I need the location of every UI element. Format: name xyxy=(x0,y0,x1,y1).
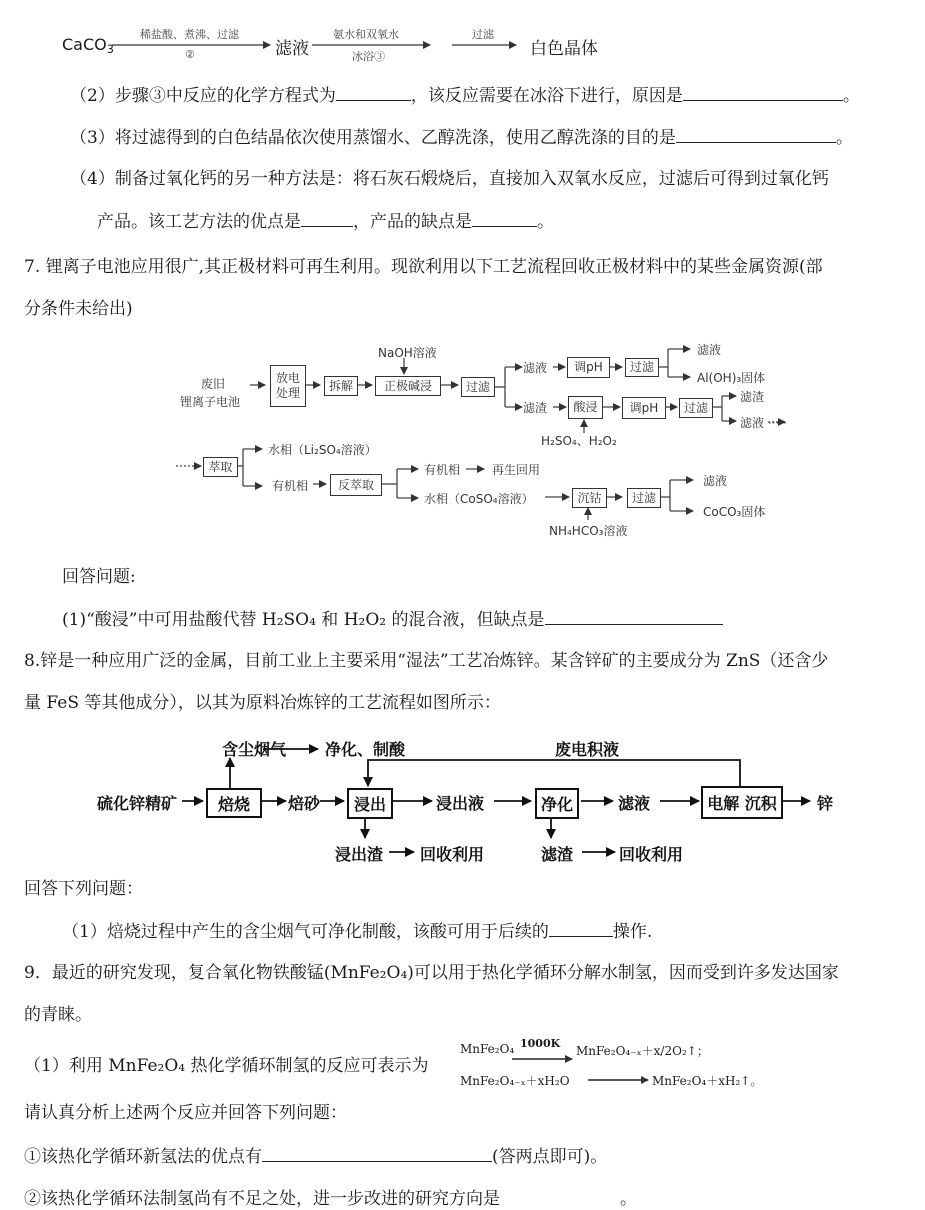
answer-blank[interactable] xyxy=(545,608,723,625)
box-alkali-leach: 正极碱浸 xyxy=(375,376,441,396)
answer-blank[interactable] xyxy=(500,1187,620,1204)
label-li-battery: 锂离子电池 xyxy=(180,395,241,409)
answer-blank[interactable] xyxy=(683,84,843,101)
box-acid-leach: 酸浸 xyxy=(568,396,603,419)
reagent-acid: H₂SO₄、H₂O₂ xyxy=(541,434,617,448)
equation-2-left: MnFe₂O₄₋ₓ＋xH₂O xyxy=(460,1074,570,1088)
label-purify-acid: 净化、制酸 xyxy=(325,740,406,759)
answer-blank[interactable] xyxy=(301,210,353,227)
equation-1-right: MnFe₂O₄₋ₓ＋x/2O₂↑； xyxy=(576,1044,709,1058)
aqueous-coso4: 水相（CoSO₄溶液） xyxy=(424,492,534,506)
q8-stem-line1: 8.锌是一种应用广泛的金属，目前工业上主要采用“湿法”工艺冶炼锌。某含锌矿的主要成分为 ZnS（还含少 xyxy=(24,651,829,671)
flow-end-crystal: 白色晶体 xyxy=(530,39,598,59)
flow-filtrate: 滤液 xyxy=(275,39,309,59)
out-filtrate-3: 滤液 xyxy=(703,474,728,488)
box-electrowinning: 电解 沉积 xyxy=(701,786,783,819)
flow-arrow2-step: 冰浴③ xyxy=(352,50,385,63)
q6-part2: （2）步骤③中反应的化学方程式为 ，该反应需要在冰浴下进行，原因是 。 xyxy=(70,86,860,106)
out-coco3: CoCO₃固体 xyxy=(703,505,766,519)
label-filter-residue: 滤渣 xyxy=(541,845,574,864)
q9-stem-line2: 的青睐。 xyxy=(24,1005,92,1025)
aqueous-li2so4: 水相（Li₂SO₄溶液） xyxy=(268,443,377,457)
label-filtrate-1: 滤液 xyxy=(523,361,548,375)
out-aloh3: Al(OH)₃固体 xyxy=(697,371,766,385)
label-recycle-1: 回收利用 xyxy=(420,845,485,864)
flow-arrow2-label: 氨水和双氧水 xyxy=(333,28,399,41)
q7-answer-prompt: 回答问题: xyxy=(62,567,136,587)
label-leachate: 浸出液 xyxy=(436,794,485,813)
q8-part1: （1）焙烧过程中产生的含尘烟气可净化制酸，该酸可用于后续的 操作. xyxy=(62,922,653,942)
out-filtrate-2: 滤液 ····· xyxy=(740,416,787,430)
out-filtrate: 滤液 xyxy=(697,343,722,357)
label-calcine: 焙砂 xyxy=(288,794,321,813)
box-discharge: 放电 处理 xyxy=(270,365,306,407)
box-filter-1: 过滤 xyxy=(461,377,495,397)
flow-start-caco3: CaCO$_3$ xyxy=(62,35,114,56)
q9-sub1: ①该热化学循环新氢法的优点有 (答两点即可)。 xyxy=(24,1147,608,1167)
box-purify: 净化 xyxy=(535,788,579,819)
answer-blank[interactable] xyxy=(676,126,836,143)
reagent-naoh: NaOH溶液 xyxy=(378,346,437,360)
flow-arrow1-label: 稀盐酸、煮沸、过滤 xyxy=(140,28,239,41)
q9-part1-text: （1）利用 MnFe₂O₄ 热化学循环制氢的反应可表示为 xyxy=(24,1056,429,1076)
label-recycle-2: 回收利用 xyxy=(619,845,684,864)
equation-1-condition: 1000K xyxy=(520,1037,561,1050)
out-residue: 滤渣 xyxy=(740,390,765,404)
q9-stem-line1: 9．最近的研究发现，复合氧化物铁酸锰(MnFe₂O₄)可以用于热化学循环分解水制氢，因而受到许多发达国家 xyxy=(24,963,839,983)
box-extract: 萃取 xyxy=(203,457,238,477)
organic-phase-1: 有机相 xyxy=(272,479,309,493)
q9-prompt: 请认真分析上述两个反应并回答下列问题： xyxy=(24,1103,347,1123)
q7-stem-line2: 分条件未给出) xyxy=(24,299,133,319)
label-residue-1: 滤渣 xyxy=(523,401,548,415)
q8-stem-line2: 量 FeS 等其他成分），以其为原料冶炼锌的工艺流程如图所示： xyxy=(24,693,501,713)
box-leach: 浸出 xyxy=(347,788,393,819)
answer-blank[interactable] xyxy=(336,84,411,101)
q7-stem-line1: 7. 锂离子电池应用很广,其正极材料可再生利用。现欲利用以下工艺流程回收正极材料中的某些金属资源(部 xyxy=(24,257,823,277)
box-dismantle: 拆解 xyxy=(324,376,358,396)
flow-arrow3-label: 过滤 xyxy=(472,28,494,41)
label-leach-residue: 浸出渣 xyxy=(335,845,384,864)
flow-arrow1-step: ② xyxy=(185,48,195,61)
equation-2-right: MnFe₂O₄＋xH₂↑。 xyxy=(652,1074,763,1088)
organic-phase-2: 有机相 xyxy=(424,463,461,477)
q9-sub2: ②该热化学循环法制氢尚有不足之处，进一步改进的研究方向是 。 xyxy=(24,1189,637,1209)
box-cobalt-precip: 沉钴 xyxy=(572,488,607,508)
label-spent-electrolyte: 废电积液 xyxy=(555,740,620,759)
box-filter-4: 过滤 xyxy=(627,488,661,508)
answer-blank[interactable] xyxy=(549,920,613,937)
box-filter-2: 过滤 xyxy=(625,358,659,377)
box-filter-3: 过滤 xyxy=(679,398,713,418)
box-roast: 焙烧 xyxy=(206,788,262,818)
label-filtrate: 滤液 xyxy=(618,794,651,813)
box-back-extract: 反萃取 xyxy=(330,474,382,496)
reagent-nh4hco3: NH₄HCO₃溶液 xyxy=(549,524,628,538)
box-adjust-ph-1: 调pH xyxy=(567,357,610,378)
label-recycle: 再生回用 xyxy=(492,463,541,477)
q6-part4-line2: 产品。该工艺方法的优点是 ，产品的缺点是 。 xyxy=(97,212,554,232)
q6-part4-line1: （4）制备过氧化钙的另一种方法是：将石灰石煅烧后，直接加入双氧水反应，过滤后可得到过氧化钙 xyxy=(70,169,829,189)
q6-part3: （3）将过滤得到的白色结晶依次使用蒸馏水、乙醇洗涤，使用乙醇洗涤的目的是 。 xyxy=(70,128,853,148)
answer-blank[interactable] xyxy=(472,210,537,227)
q7-part1: (1)“酸浸”中可用盐酸代替 H₂SO₄ 和 H₂O₂ 的混合液，但缺点是 xyxy=(62,608,723,631)
label-waste: 废旧 xyxy=(201,377,226,391)
label-dusty-gas: 含尘烟气 xyxy=(222,740,287,759)
answer-blank[interactable] xyxy=(262,1145,492,1162)
q8-answer-prompt: 回答下列问题： xyxy=(24,879,143,899)
label-zinc: 锌 xyxy=(817,794,834,813)
equation-1-left: MnFe₂O₄ xyxy=(460,1042,515,1056)
box-adjust-ph-2: 调pH xyxy=(622,397,666,419)
label-zns-concentrate: 硫化锌精矿 xyxy=(97,794,178,813)
